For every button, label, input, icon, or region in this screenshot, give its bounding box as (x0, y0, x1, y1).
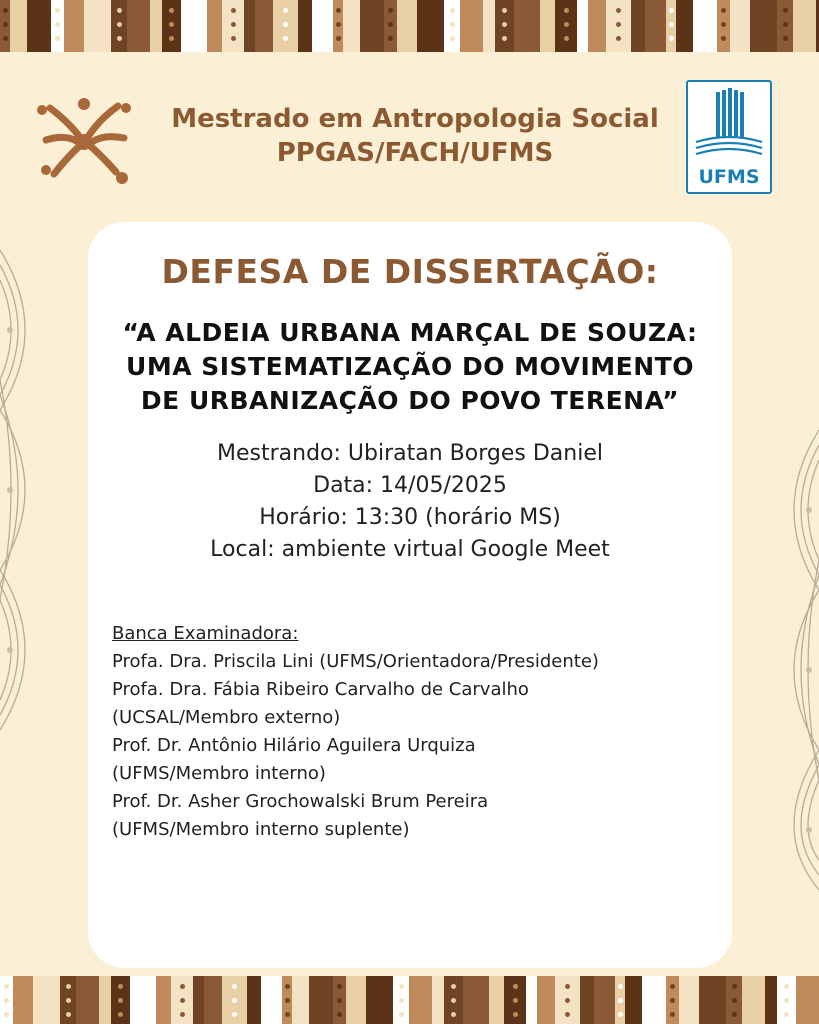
band-stripe (346, 976, 366, 1024)
band-dot (283, 8, 288, 13)
band-stripe (693, 0, 717, 52)
band-dot (66, 984, 71, 989)
band-dot (4, 984, 9, 989)
band-stripe (489, 976, 504, 1024)
band-dot (721, 36, 726, 41)
band-stripe (130, 976, 156, 1024)
band-dot (180, 998, 185, 1003)
band-dot (117, 36, 122, 41)
band-stripe (540, 0, 555, 52)
band-stripe (679, 976, 699, 1024)
band-dot (3, 22, 8, 27)
band-dot (616, 8, 621, 13)
band-dot (118, 984, 123, 989)
band-dot (231, 22, 236, 27)
band-dot (169, 8, 174, 13)
committee-line: (UCSAL/Membro externo) (112, 707, 341, 728)
band-stripe (514, 0, 540, 52)
band-stripe (594, 976, 615, 1024)
band-dot (337, 984, 342, 989)
band-stripe (631, 0, 645, 52)
program-name: Mestrado em Antropologia Social (171, 104, 659, 134)
band-stripe (580, 976, 594, 1024)
defense-title: DEFESA DE DISSERTAÇÃO: (161, 252, 659, 291)
band-dot (513, 1012, 518, 1017)
band-stripe (27, 0, 51, 52)
band-dot (618, 998, 623, 1003)
band-dot (285, 984, 290, 989)
decorative-top-band (0, 0, 819, 52)
band-stripe (255, 0, 273, 52)
band-dot (388, 36, 393, 41)
band-dot (783, 22, 788, 27)
ufms-logo-text: UFMS (698, 166, 760, 188)
band-dot (399, 984, 404, 989)
band-stripe (181, 0, 207, 52)
decorative-bottom-band (0, 976, 819, 1024)
band-dot (450, 8, 455, 13)
defense-date: Data: 14/05/2025 (313, 473, 507, 498)
header (0, 80, 819, 200)
band-dot (55, 22, 60, 27)
band-stripe (156, 976, 171, 1024)
band-stripe (730, 0, 750, 52)
band-dot (502, 36, 507, 41)
band-dot (502, 22, 507, 27)
band-dot (502, 8, 507, 13)
band-dot (118, 1012, 123, 1017)
band-stripe (409, 976, 432, 1024)
band-dot (66, 1012, 71, 1017)
band-stripe (588, 0, 606, 52)
band-stripe (417, 0, 444, 52)
band-stripe (483, 0, 495, 52)
band-stripe (796, 976, 819, 1024)
band-dot (784, 998, 789, 1003)
ppgas-figures-logo-icon (30, 88, 138, 188)
band-dot (564, 36, 569, 41)
band-dot (732, 984, 737, 989)
band-dot (721, 22, 726, 27)
band-dot (180, 1012, 185, 1017)
band-stripe (312, 0, 333, 52)
band-dot (336, 8, 341, 13)
band-dot (450, 36, 455, 41)
examining-committee (112, 620, 712, 844)
band-dot (283, 22, 288, 27)
band-stripe (432, 976, 444, 1024)
band-stripe (765, 976, 777, 1024)
band-stripe (127, 0, 150, 52)
band-dot (283, 36, 288, 41)
band-dot (565, 984, 570, 989)
band-stripe (645, 0, 666, 52)
band-stripe (298, 0, 312, 52)
band-dot (55, 8, 60, 13)
band-stripe (13, 976, 33, 1024)
band-dot (784, 984, 789, 989)
band-stripe (99, 976, 111, 1024)
band-stripe (699, 976, 726, 1024)
band-stripe (292, 976, 309, 1024)
band-dot (732, 998, 737, 1003)
band-stripe (207, 0, 222, 52)
band-stripe (463, 976, 489, 1024)
defense-card (88, 222, 732, 968)
band-dot (399, 1012, 404, 1017)
band-dot (4, 998, 9, 1003)
band-dot (451, 998, 456, 1003)
band-dot (399, 998, 404, 1003)
band-dot (618, 984, 623, 989)
band-dot (669, 36, 674, 41)
band-dot (732, 1012, 737, 1017)
band-dot (118, 998, 123, 1003)
band-dot (783, 36, 788, 41)
band-dot (388, 8, 393, 13)
band-dot (336, 36, 341, 41)
band-dot (180, 984, 185, 989)
band-stripe (193, 976, 204, 1024)
band-dot (564, 8, 569, 13)
band-dot (169, 36, 174, 41)
committee-line: Prof. Dr. Antônio Hilário Aguilera Urquiza (112, 735, 476, 756)
band-stripe (366, 976, 393, 1024)
committee-line: Profa. Dra. Priscila Lini (UFMS/Orientadora/Presidente) (112, 651, 599, 672)
band-dot (337, 998, 342, 1003)
thesis-title-line-2: UMA SISTEMATIZAÇÃO DO MOVIMENTO (126, 352, 694, 381)
band-stripe (397, 0, 417, 52)
band-dot (231, 8, 236, 13)
band-dot (169, 22, 174, 27)
band-stripe (261, 976, 282, 1024)
committee-line: Prof. Dr. Asher Grochowalski Brum Pereira (112, 791, 489, 812)
band-stripe (625, 976, 642, 1024)
band-stripe (10, 0, 27, 52)
thesis-title-line-3: DE URBANIZAÇÃO DO POVO TERENA” (140, 386, 680, 415)
band-dot (669, 22, 674, 27)
band-dot (783, 8, 788, 13)
program-title (150, 102, 680, 170)
band-dot (231, 36, 236, 41)
band-dot (4, 1012, 9, 1017)
band-stripe (33, 976, 60, 1024)
ufms-logo (686, 80, 772, 194)
band-stripe (64, 0, 84, 52)
committee-line: (UFMS/Membro interno) (112, 763, 326, 784)
band-dot (565, 998, 570, 1003)
band-dot (285, 1012, 290, 1017)
defense-info (88, 438, 732, 566)
committee-line: (UFMS/Membro interno suplente) (112, 819, 410, 840)
defense-location: Local: ambiente virtual Google Meet (210, 537, 610, 562)
band-stripe (460, 0, 483, 52)
band-dot (285, 998, 290, 1003)
band-dot (670, 984, 675, 989)
band-stripe (244, 0, 255, 52)
band-dot (616, 36, 621, 41)
band-dot (670, 998, 675, 1003)
band-dot (337, 1012, 342, 1017)
band-dot (513, 998, 518, 1003)
band-dot (618, 1012, 623, 1017)
band-stripe (793, 0, 816, 52)
band-stripe (750, 0, 777, 52)
program-acronym: PPGAS/FACH/UFMS (276, 138, 554, 168)
ufms-building-logo-icon (688, 86, 770, 166)
band-dot (451, 984, 456, 989)
band-stripe (537, 976, 555, 1024)
band-dot (451, 1012, 456, 1017)
band-dot (117, 22, 122, 27)
band-stripe (343, 0, 360, 52)
band-dot (232, 998, 237, 1003)
right-ornament (761, 420, 819, 900)
band-dot (55, 36, 60, 41)
student-name: Mestrando: Ubiratan Borges Daniel (217, 441, 603, 466)
band-dot (66, 998, 71, 1003)
band-stripe (360, 0, 384, 52)
thesis-title (98, 316, 722, 418)
band-stripe (309, 976, 333, 1024)
band-stripe (577, 0, 588, 52)
band-stripe (84, 0, 111, 52)
thesis-title-line-1: “A ALDEIA URBANA MARÇAL DE SOUZA: (122, 318, 698, 347)
band-dot (388, 22, 393, 27)
band-dot (784, 1012, 789, 1017)
defense-time: Horário: 13:30 (horário MS) (259, 505, 561, 530)
committee-line: Profa. Dra. Fábia Ribeiro Carvalho de Carvalho (112, 679, 529, 700)
committee-heading: Banca Examinadora: (112, 623, 299, 644)
band-stripe (676, 0, 693, 52)
band-dot (336, 22, 341, 27)
band-stripe (204, 976, 222, 1024)
band-dot (3, 36, 8, 41)
band-stripe (742, 976, 765, 1024)
band-dot (3, 8, 8, 13)
band-stripe (76, 976, 99, 1024)
band-stripe (150, 0, 162, 52)
band-dot (565, 1012, 570, 1017)
band-dot (117, 8, 122, 13)
band-dot (669, 8, 674, 13)
band-dot (721, 8, 726, 13)
band-dot (232, 1012, 237, 1017)
band-dot (670, 1012, 675, 1017)
band-dot (232, 984, 237, 989)
band-dot (616, 22, 621, 27)
band-stripe (247, 976, 261, 1024)
band-stripe (642, 976, 666, 1024)
band-dot (513, 984, 518, 989)
band-stripe (526, 976, 537, 1024)
band-dot (564, 22, 569, 27)
band-dot (450, 22, 455, 27)
left-ornament (0, 240, 58, 760)
